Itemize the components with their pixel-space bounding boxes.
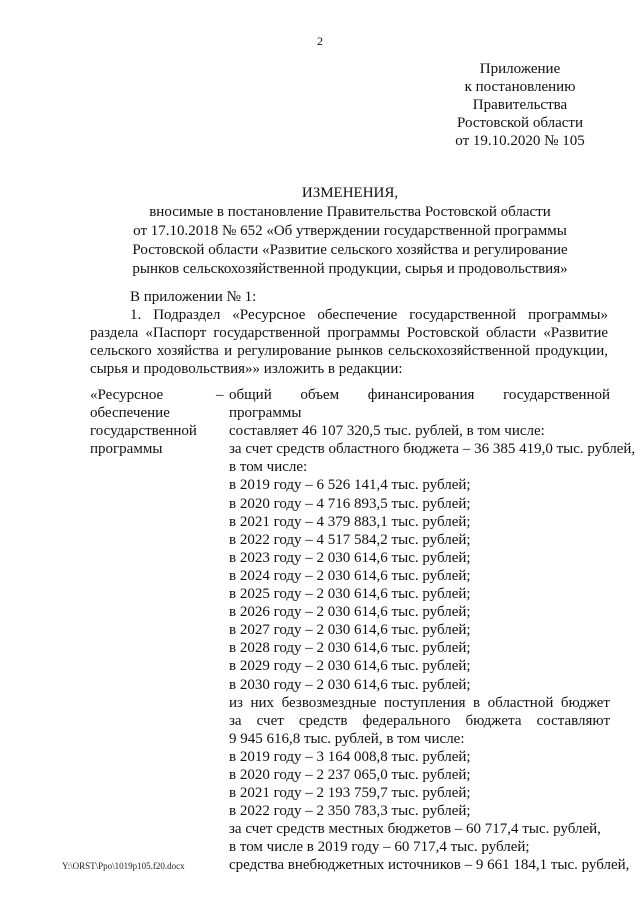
appendix-line: Ростовской области bbox=[457, 115, 583, 131]
appendix-line: к постановлению bbox=[464, 79, 576, 95]
resource-label bbox=[90, 386, 210, 458]
content-line: в 2019 году – 6 526 141,4 тыс. рублей; bbox=[229, 477, 471, 494]
content-line: в 2020 году – 4 716 893,5 тыс. рублей; bbox=[229, 495, 471, 512]
heading-line: Ростовской области «Развитие сельского хозяйства и регулирование bbox=[132, 242, 568, 258]
appendix-line: Приложение bbox=[479, 61, 561, 77]
heading-line: вносимые в постановление Правительства Ростовской области bbox=[149, 204, 551, 220]
content-line: в 2021 году – 2 193 759,7 тыс. рублей; bbox=[229, 785, 471, 802]
content-line: в 2019 году – 3 164 008,8 тыс. рублей; bbox=[229, 748, 471, 765]
content-line: в 2022 году – 4 517 584,2 тыс. рублей; bbox=[229, 531, 471, 548]
heading-line: от 17.10.2018 № 652 «Об утверждении государственной программы bbox=[133, 223, 567, 239]
label-line: обеспечение bbox=[90, 405, 170, 421]
content-line: в 2026 году – 2 030 614,6 тыс. рублей; bbox=[229, 604, 471, 621]
label-line: «Ресурсное bbox=[90, 387, 164, 403]
resource-content bbox=[229, 386, 636, 875]
intro-line: раздела «Паспорт государственной программы Ростовской области «Развитие bbox=[90, 325, 608, 341]
content-line: в 2021 году – 4 379 883,1 тыс. рублей; bbox=[229, 513, 471, 530]
content-line: в 2029 году – 2 030 614,6 тыс. рублей; bbox=[229, 658, 471, 675]
content-line: за счет средств местных бюджетов – 60 717,4 тыс. рублей, bbox=[229, 821, 601, 838]
dash-separator: – bbox=[216, 387, 224, 403]
content-line: за счет средств областного бюджета – 36 385 419,0 тыс. рублей, bbox=[229, 441, 636, 458]
content-line: в 2020 году – 2 237 065,0 тыс. рублей; bbox=[229, 766, 471, 783]
document-heading bbox=[70, 184, 630, 279]
intro-line: В приложении № 1: bbox=[130, 289, 257, 305]
content-line: в 2023 году – 2 030 614,6 тыс. рублей; bbox=[229, 549, 471, 566]
content-line: 9 945 616,8 тыс. рублей, в том числе: bbox=[229, 730, 465, 747]
appendix-line: Правительства bbox=[472, 97, 568, 113]
intro-line: 1. Подраздел «Ресурсное обеспечение государственной программы» bbox=[130, 307, 608, 323]
appendix-block bbox=[440, 60, 600, 150]
content-line: общий объем финансирования государственной программы bbox=[229, 387, 610, 422]
content-line: в 2030 году – 2 030 614,6 тыс. рублей; bbox=[229, 676, 471, 693]
heading-title: ИЗМЕНЕНИЯ, bbox=[301, 185, 399, 201]
label-line: программы bbox=[90, 441, 163, 457]
label-line: государственной bbox=[90, 423, 197, 439]
content-line: в 2024 году – 2 030 614,6 тыс. рублей; bbox=[229, 567, 471, 584]
appendix-line: от 19.10.2020 № 105 bbox=[455, 133, 585, 149]
content-line: в том числе: bbox=[229, 459, 308, 476]
intro-paragraph bbox=[90, 288, 608, 378]
intro-line: сырья и продовольствия»» изложить в редакции: bbox=[90, 361, 403, 377]
intro-line: сельского хозяйства и регулирование рынков сельскохозяйственной продукции, bbox=[90, 343, 608, 359]
content-line: составляет 46 107 320,5 тыс. рублей, в том числе: bbox=[229, 423, 545, 440]
content-line: в 2022 году – 2 350 783,3 тыс. рублей; bbox=[229, 803, 471, 820]
content-line: из них безвозмездные поступления в областной бюджет bbox=[229, 694, 610, 711]
content-line: за счет средств федерального бюджета составляют bbox=[229, 712, 610, 729]
file-path-footer: Y:\ORST\Ppo\1019p105.f20.docx bbox=[62, 861, 185, 871]
content-line: средства внебюджетных источников – 9 661 184,1 тыс. рублей, bbox=[229, 857, 630, 874]
content-line: в 2028 году – 2 030 614,6 тыс. рублей; bbox=[229, 640, 471, 657]
heading-line: рынков сельскохозяйственной продукции, сырья и продовольствия» bbox=[132, 261, 568, 277]
page-number: 2 bbox=[317, 34, 323, 48]
content-line: в 2027 году – 2 030 614,6 тыс. рублей; bbox=[229, 622, 471, 639]
content-line: в 2025 году – 2 030 614,6 тыс. рублей; bbox=[229, 586, 471, 603]
content-line: в том числе в 2019 году – 60 717,4 тыс. рублей; bbox=[229, 839, 530, 856]
